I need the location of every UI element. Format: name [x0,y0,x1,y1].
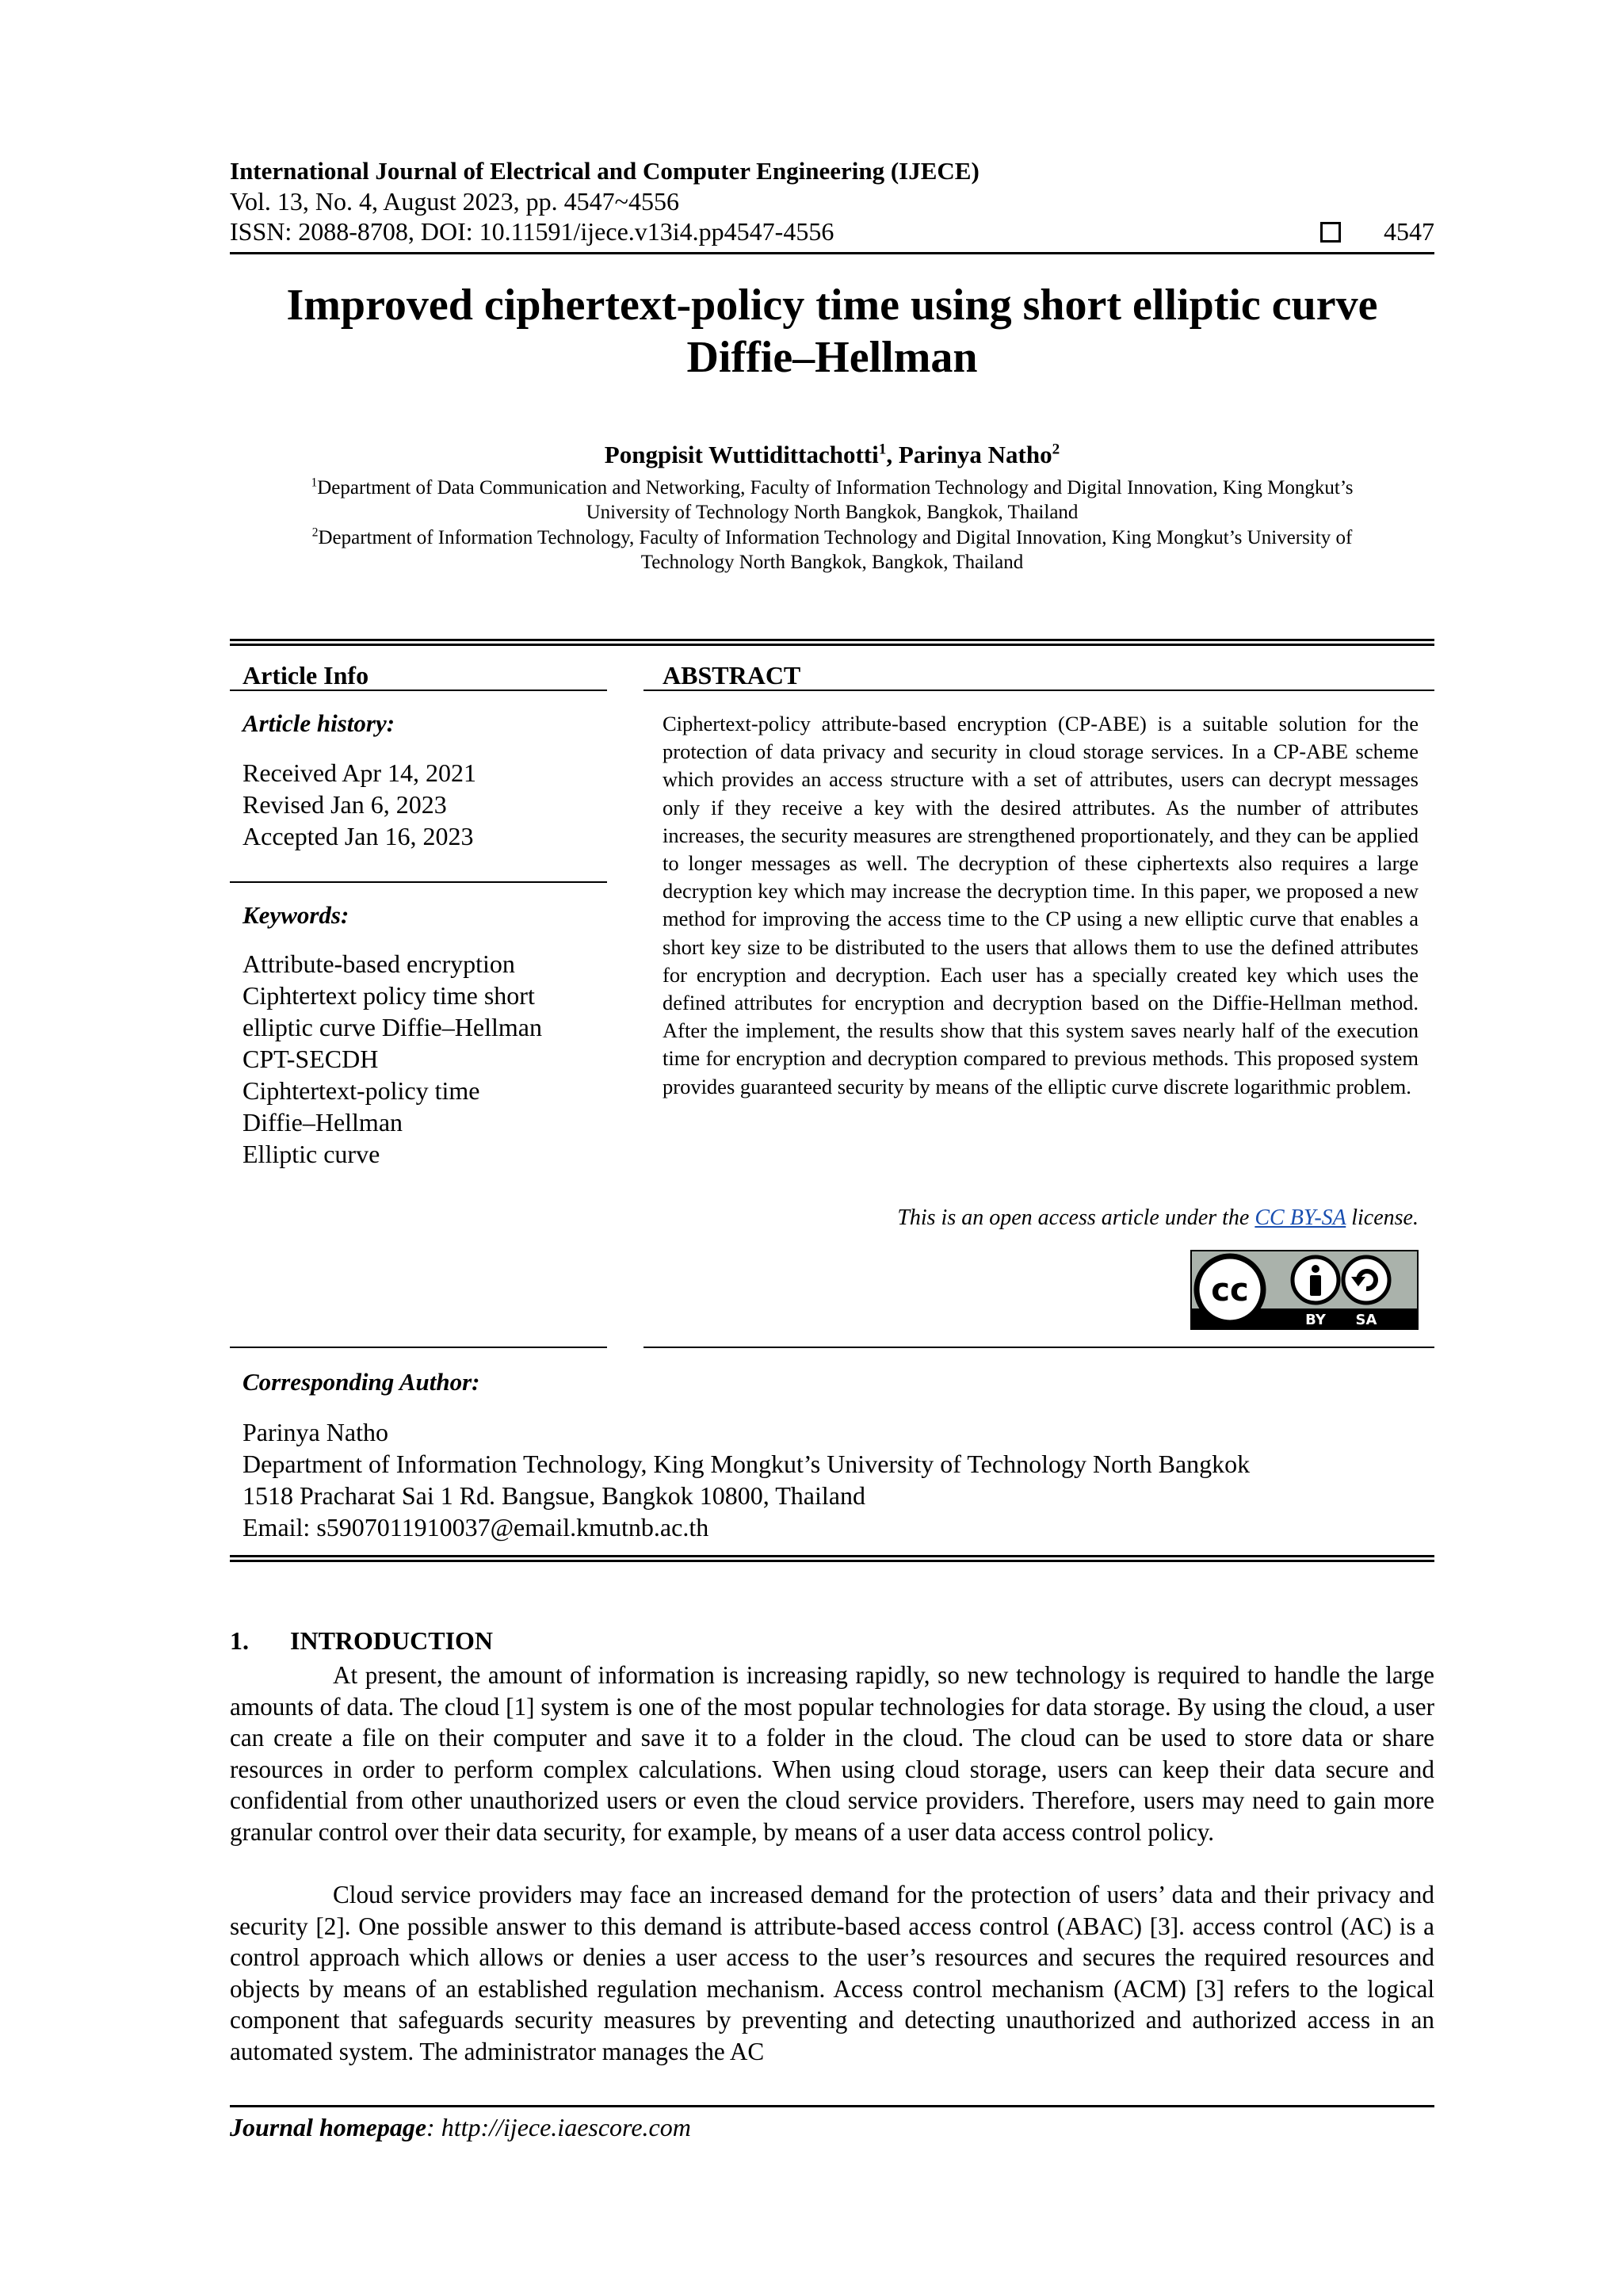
by-person-icon [1293,1257,1338,1303]
keywords-heading: Keywords: [242,901,349,929]
abstract-rule [643,690,1434,691]
history-keywords-divider [230,881,607,883]
license-statement: This is an open access article under the CC BY-SA license. [897,1205,1419,1230]
footer-rule [230,2105,1434,2107]
intro-paragraph-2: Cloud service providers may face an increased demand for the protection of users’ data and their privacy and security [2]. One possible answer to this demand is attribute-based access control (ABAC) [3]. access control (AC) is a control approach which allows or denies a user access to the user’s resources and secures the required resources and objects by means of an established regulation mechanism. Access control mechanism (ACM) [3] refers to the logical component that safeguards security measures by preventing and detecting unauthorized and authorized access in an automated system. The administrator manages the AC [230,1881,1434,2065]
info-box-bottom-rule [230,1555,1434,1557]
intro-paragraph-1: At present, the amount of information is increasing rapidly, so new technology is required to handle the large amounts of data. The cloud [1] system is one of the most popular technologies for data storage. By using the cloud, a user can create a file on their computer and save it to a folder in the cloud. The cloud can be used to store data or share resources in order to perform complex calculations. When using cloud storage, users can keep their data secure and confidential from other unauthorized users or even the cloud service providers. Therefore, users may need to gain more granular control over their data security, for example, by means of a user data access control policy. [230,1661,1434,1846]
cc-by-sa-license-link[interactable]: CC BY-SA [1254,1205,1346,1230]
accepted-date: Accepted Jan 16, 2023 [242,822,474,850]
section-heading-introduction [230,1626,493,1655]
issn-doi-line: ISSN: 2088-8708, DOI: 10.11591/ijece.v13i4.pp4547-4556 [230,217,834,246]
affiliation-marker: 1 [311,476,318,490]
keyword-item: elliptic curve Diffie–Hellman [242,1013,542,1041]
article-history-list [242,757,476,852]
revised-date: Revised Jan 6, 2023 [242,790,447,819]
keyword-item: Elliptic curve [242,1140,380,1168]
sa-share-alike-icon [1343,1257,1389,1303]
affiliation-marker: 2 [311,525,319,540]
keywords-bottom-rule [230,1347,607,1348]
title-line-1: Improved ciphertext-policy time using short elliptic curve [286,281,1378,330]
corresponding-author-email: Email: s5907011910037@email.kmutnb.ac.th [242,1513,709,1541]
affiliation-1: $^1$Department of Data Communication and Networking, Faculty of Information Technology and Digital Innovation, King Mongkut’s University of Technology North Bangkok, Bangkok, Thailand [311,476,1354,523]
page-number: 4547 [1384,217,1434,246]
journal-name: International Journal of Electrical and Computer Engineering (IJECE) [230,157,980,185]
cc-icon [1197,1256,1263,1323]
info-box-bottom-rule-inner [230,1560,1434,1562]
abstract-text: Ciphertext-policy attribute-based encryption (CP-ABE) is a suitable solution for the protection of data privacy and security in cloud storage services. In a CP-ABE scheme which provides an access structure with a set of attributes, users can decrypt messages only if they receive a key with the desired attributes. As the number of attributes increases, the security measures are strengthened proportionately, and they can be applied to longer messages as well. The decryption of these ciphertexts also requires a large decryption key which may increase the decryption time. In this paper, we proposed a new method for improving the access time to the CP using a new elliptic curve that enables a short key size to be distributed to the users that allows them to use the defined attributes for encryption and decryption. Each user has a specially created key which uses the defined attributes for encryption and decryption based on the Diffie-Hellman method. After the implement, the results show that this system saves nearly half of the execution time for encryption and decryption compared to previous methods. This proposed system provides guaranteed security by means of the elliptic curve discrete logarithmic problem. [663,712,1419,1098]
affiliation-marker: 2 [1052,441,1060,458]
received-date: Received Apr 14, 2021 [242,758,477,787]
keyword-item: Ciphtertext-policy time [242,1076,480,1105]
sa-label: SA [1355,1312,1377,1328]
author-name: Pongpisit Wuttidittachotti [604,441,879,468]
keyword-item: Diffie–Hellman [242,1108,403,1137]
corresponding-author-address: 1518 Pracharat Sai 1 Rd. Bangsue, Bangkok 10800, Thailand [242,1481,865,1510]
svg-text:cc: cc [1211,1272,1249,1308]
journal-homepage [230,2113,691,2141]
section-title: INTRODUCTION [290,1626,494,1655]
section-number: 1. [230,1626,249,1655]
corresponding-author-name: Parinya Natho [242,1418,388,1446]
journal-homepage-url: : http://ijece.iaescore.com [426,2113,691,2141]
abstract-heading: ABSTRACT [663,661,801,690]
keyword-item: CPT-SECDH [242,1045,379,1073]
volume-line: Vol. 13, No. 4, August 2023, pp. 4547~4556 [230,187,679,216]
journal-homepage-label: Journal homepage [230,2113,427,2141]
author-separator: , [886,441,899,468]
corresponding-author-department: Department of Information Technology, King Mongkut’s University of Technology North Bangkok [242,1450,1251,1478]
corresponding-author-details [242,1416,1250,1543]
square-bullet-icon [1320,222,1341,243]
article-history-heading: Article history: [242,709,395,737]
keywords-list [242,948,542,1170]
affiliation-2: $^2$Department of Information Technology, Faculty of Information Technology and Digital Innovation, King Mongkut’s University of Technology North Bangkok, Bangkok, Thailand [311,525,1353,573]
author-list [198,441,1466,469]
info-box-top-rule-inner [230,644,1434,646]
affiliation-marker: 1 [878,441,887,458]
cc-by-sa-badge[interactable] [1190,1250,1419,1330]
info-box-top-rule [230,639,1434,641]
paper-title [198,279,1466,384]
title-line-2: Diffie–Hellman [686,333,978,382]
keyword-item: Ciphtertext policy time short [242,981,535,1010]
author-name: Parinya Natho [898,441,1052,468]
article-info-rule [230,690,607,691]
keyword-item: Attribute-based encryption [242,949,515,978]
by-label: BY [1305,1312,1326,1328]
abstract-bottom-rule [643,1347,1434,1348]
header-rule [230,252,1434,254]
corresponding-author-heading: Corresponding Author: [242,1368,480,1396]
article-info-heading: Article Info [242,661,369,690]
